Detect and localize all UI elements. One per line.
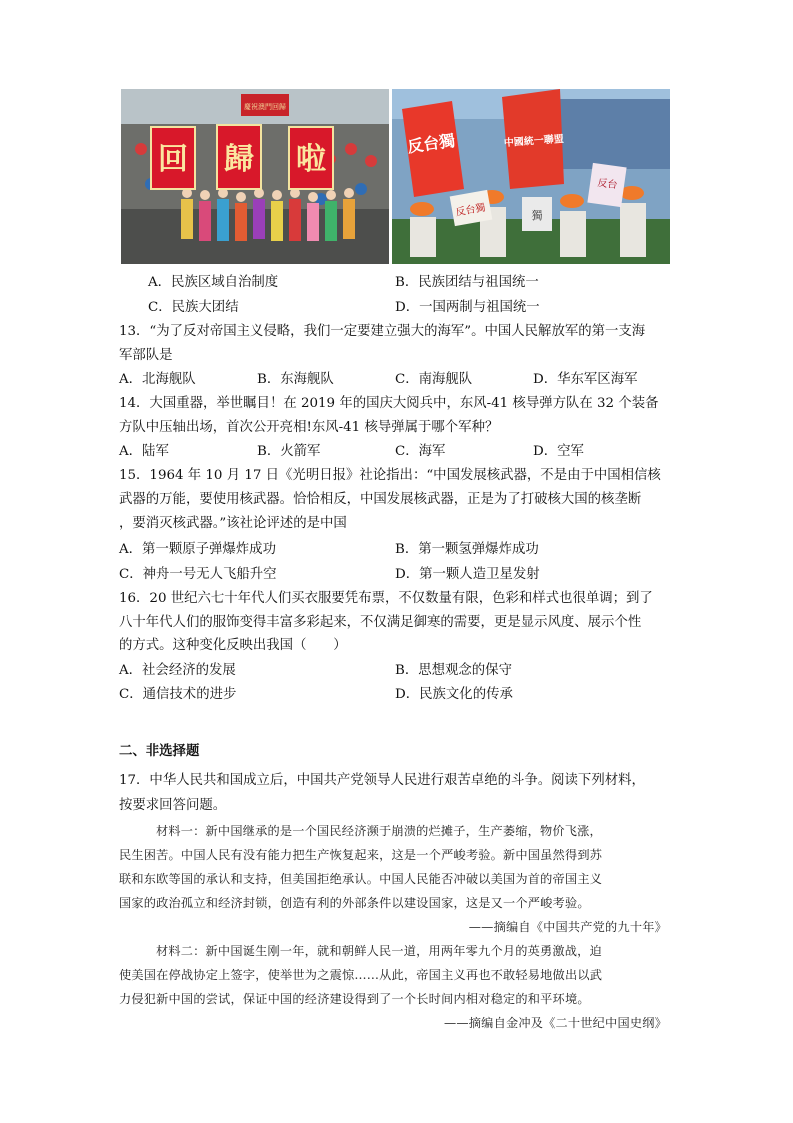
flag-text-2: 中國統一聯盟 xyxy=(503,133,565,150)
sign-text-3: 獨 xyxy=(531,209,543,222)
q13-option-d[interactable]: D．华东军区海军 xyxy=(533,372,638,387)
q15-option-d[interactable]: D．第一颗人造卫星发射 xyxy=(395,567,540,582)
q14-stem-line-1: 14．大国重器，举世瞩目！在 2019 年的国庆大阅兵中，东风-41 核导弹方队在 32 个装备 xyxy=(119,396,659,411)
q15-option-b[interactable]: B．第一颗氢弹爆炸成功 xyxy=(395,542,539,557)
sign-text-1: 反台獨 xyxy=(454,202,487,219)
parade-sign-text: 慶祝澳門回歸 xyxy=(244,103,286,111)
flag-text-1: 反台獨 xyxy=(406,130,457,157)
q16-stem-line-1: 16．20 世纪六七十年代人们买衣服要凭布票，不仅数量有限，色彩和样式也很单调；到了 xyxy=(119,591,653,606)
material2-line-2: 使美国在停战协定上签字，使举世为之震惊……从此，帝国主义再也不敢轻易地做出以武 xyxy=(119,968,603,982)
q13-stem-line-1: 13．“为了反对帝国主义侵略，我们一定要建立强大的海军”。中国人民解放军的第一支海 xyxy=(119,324,646,339)
q14-option-d[interactable]: D．空军 xyxy=(533,444,584,459)
material2-line-1: 材料二：新中国诞生刚一年，就和朝鲜人民一道，用两年零九个月的英勇激战，迫 xyxy=(156,944,602,958)
q16-stem-line-3: 的方式。这种变化反映出我国（ ） xyxy=(119,638,347,653)
q16-stem-line-2: 八十年代人们的服饰变得丰富多彩起来，不仅满足御寒的需要，更是显示风度、展示个性 xyxy=(119,615,642,630)
q15-stem-line-1: 15．1964 年 10 月 17 日《光明日报》社论指出：“中国发展核武器，不是由于中国相信核 xyxy=(119,468,661,483)
q13-option-a[interactable]: A．北海舰队 xyxy=(119,372,196,387)
q15-option-c[interactable]: C．神舟一号无人飞船升空 xyxy=(119,567,277,582)
material1-line-1: 材料一：新中国继承的是一个国民经济濒于崩溃的烂摊子，生产萎缩，物价飞涨， xyxy=(156,824,602,838)
q14-stem-line-2: 方队中压轴出场，首次公开亮相!东风-41 核导弹属于哪个军种？ xyxy=(119,420,499,435)
q12-option-a[interactable]: A．民族区域自治制度 xyxy=(148,275,279,290)
banner-char-1: 回 xyxy=(158,142,188,177)
q12-option-b[interactable]: B．民族团结与祖国统一 xyxy=(395,275,539,290)
banner-char-2: 歸 xyxy=(224,142,254,177)
q14-option-a[interactable]: A．陆军 xyxy=(119,444,169,459)
section-title: 二、非选择题 xyxy=(119,744,200,759)
q16-option-d[interactable]: D．民族文化的传承 xyxy=(395,687,513,702)
q12-option-d[interactable]: D．一国两制与祖国统一 xyxy=(395,300,540,315)
material1-line-4: 国家的政治孤立和经济封锁，创造有利的外部条件以建设国家，这是又一个严峻考验。 xyxy=(119,896,590,910)
material2-source: ——摘编自金冲及《二十世纪中国史纲》 xyxy=(444,1016,667,1030)
q14-option-c[interactable]: C．海军 xyxy=(395,444,446,459)
sign-text-2: 反台 xyxy=(596,177,619,192)
material1-source: ——摘编自《中国共产党的九十年》 xyxy=(468,920,667,934)
q13-option-c[interactable]: C．南海舰队 xyxy=(395,372,473,387)
q17-stem-line-2: 按要求回答问题。 xyxy=(119,798,227,813)
material1-line-3: 联和东欧等国的承认和支持，但美国拒绝承认。中国人民能否冲破以美国为首的帝国主义 xyxy=(119,872,603,886)
q13-option-b[interactable]: B．东海舰队 xyxy=(257,372,334,387)
q15-stem-line-3: ，要消灭核武器。”该社论评述的是中国 xyxy=(119,516,347,531)
rally-photo xyxy=(392,89,670,264)
q15-stem-line-2: 武器的万能，要使用核武器。恰恰相反，中国发展核武器，正是为了打破核大国的核垄断 xyxy=(119,492,642,507)
q17-stem-line-1: 17．中华人民共和国成立后，中国共产党领导人民进行艰苦卓绝的斗争。阅读下列材料， xyxy=(119,773,645,788)
q13-stem-line-2: 军部队是 xyxy=(119,348,173,363)
q15-option-a[interactable]: A．第一颗原子弹爆炸成功 xyxy=(119,542,276,557)
banner-char-3: 啦 xyxy=(296,142,326,177)
material2-line-3: 力侵犯新中国的尝试，保证中国的经济建设得到了一个长时间内相对稳定的和平环境。 xyxy=(119,992,590,1006)
q12-option-c[interactable]: C．民族大团结 xyxy=(148,300,239,315)
parade-photo xyxy=(121,89,389,264)
material1-line-2: 民生困苦。中国人民有没有能力把生产恢复起来，这是一个严峻考验。新中国虽然得到苏 xyxy=(119,848,603,862)
q16-option-a[interactable]: A．社会经济的发展 xyxy=(119,663,236,678)
q16-option-c[interactable]: C．通信技术的进步 xyxy=(119,687,237,702)
q14-option-b[interactable]: B．火箭军 xyxy=(257,444,321,459)
q16-option-b[interactable]: B．思想观念的保守 xyxy=(395,663,512,678)
